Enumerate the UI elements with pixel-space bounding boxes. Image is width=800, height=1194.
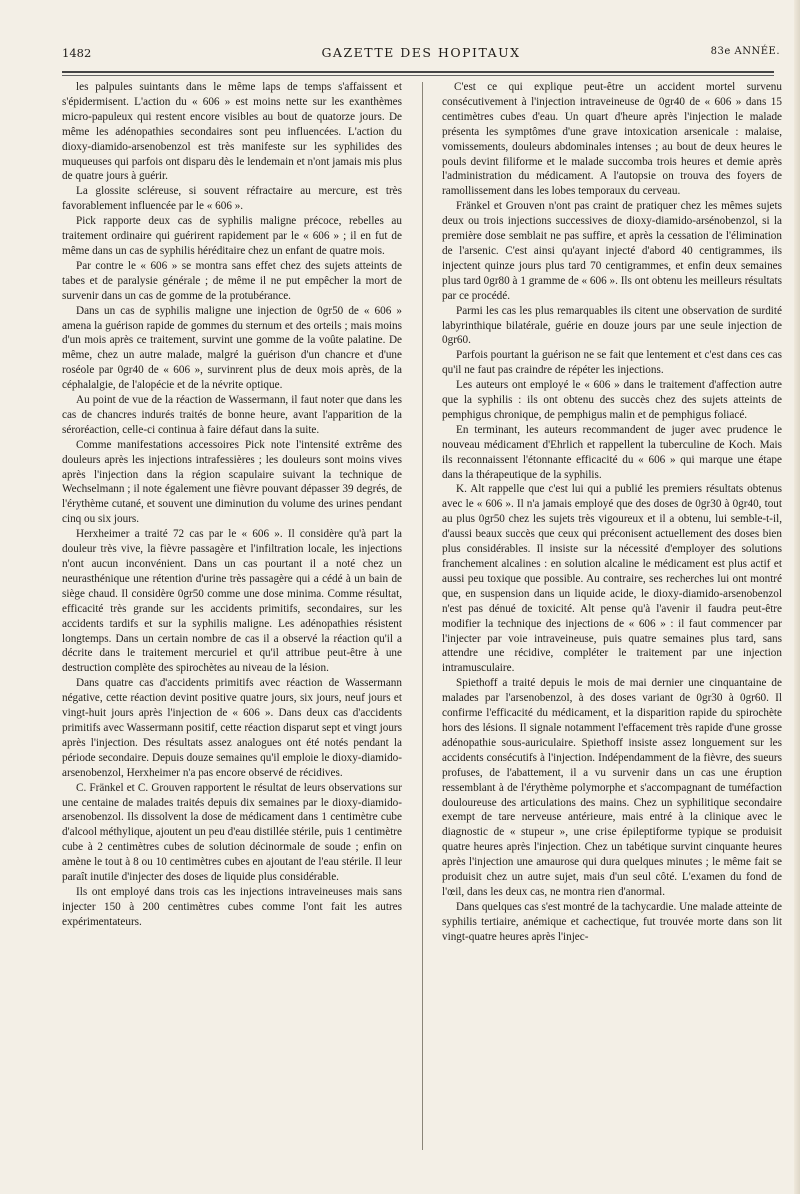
journal-title: GAZETTE DES HOPITAUX [321, 45, 521, 60]
page-number: 1482 [62, 46, 92, 60]
left-column [62, 80, 402, 930]
header-rule-thin [62, 75, 774, 76]
paragraph: Dans quatre cas d'accidents primitifs avec réaction de Wassermann négative, cette réaction devint positive quatre jours, six jours, neuf jours et vingt-huit jours après l'injection de « 606 ». Dans deux cas d'accidents primitifs avec Wassermann positif, cette réaction disparut sept et vingt jours après l'injection. Des résultats assez analogues ont été notés pendant la période secondaire. Depuis douze semaines qu'il emploie le dioxy-diamido-arsenobenzol, Herxheimer n'a pas encore observé de récidives. [62, 677, 402, 779]
paragraph: Herxheimer a traité 72 cas par le « 606 ». Il considère qu'à part la douleur très vive, la fièvre passagère et l'infiltration locale, les injections n'ont aucun inconvénient. Dans un cas pourtant il a noté chez un neurasthénique une rétention d'urine très passagère qui a cédé à un bain de siège chaud. Il considère 0gr50 comme une dose minima. Comme résultat, efficacité très grande sur les accidents primitifs, secondaires, sur les accidents tardifs et sur la syphilis maligne. Les adénopathies résistent longtemps. Dans un certain nombre de cas il a observé la réaction qu'il a décrite dans le traitement mercuriel et qu'il attribue peut-être à une destruction complète des spirochètes au niveau de la lésion. [62, 528, 402, 675]
paragraph: En terminant, les auteurs recommandent de juger avec prudence le nouveau médicament d'Ehrlich et rappellent la tuberculine de Koch. Mais ils reconnaissent l'étonnante efficacité du « 606 » qui marque une étape dans la thérapeutique de la syphilis. [442, 423, 782, 481]
paragraph: Dans quelques cas s'est montré de la tachycardie. Une malade atteinte de syphilis tertiaire, anémique et cachectique, fut trouvée morte dans son lit vingt-quatre heures après l'injec- [442, 900, 782, 943]
paragraph: Les auteurs ont employé le « 606 » dans le traitement d'affection autre que la syphilis : ils ont obtenu des succès chez des sujets atteints de pemphigus chronique, de pemphigus malin et de pemphigus foliacé. [442, 379, 782, 421]
paragraph: Fränkel et Grouven n'ont pas craint de pratiquer chez les mêmes sujets deux ou trois injections successives de dioxy-diamido-arsénobenzol, si la première dose semblait ne pas suffire, et après la cessation de l'élimination de l'arsenic. C'est ainsi qu'ayant injecté d'abord 40 centigrammes, ils injectent quinze jours plus tard 70 centigrammes, et enfin deux semaines plus tard 0gr80 à 1 gramme de « 606 ». Ils ont obtenu les meilleurs résultats par ce procédé. [442, 200, 782, 302]
paragraph: Parmi les cas les plus remarquables ils citent une observation de surdité labyrinthique bilatérale, guérie en douze jours par une seule injection de 0gr60. [442, 304, 782, 347]
paragraph: K. Alt rappelle que c'est lui qui a publié les premiers résultats obtenus avec le « 606 ». Il n'a jamais employé que des doses de 0gr30 à 0gr40, tout au plus 0gr50 chez les sujets très vigoureux et il a obtenu, lui semble-t-il, d'aussi beaux succès que ceux qui préconisent actuellement des doses bien plus considérables. Il insiste sur la nécessité d'employer des solutions franchement alcalines : en solution alcaline le médicament est plus actif et aussi peu toxique que possible. Au contraire, ses recherches lui ont montré que, en suspension dans un liquide acide, le dioxy-diamido-arsenobenzol n'est pas dénué de toxicité. Alt pense qu'à l'avenir il faudra peut-être modifier la technique des injections de « 606 » : il faut commencer par l'injecter par voie intraveineuse, puis quatre semaines plus tard, sans attendre une récidive, compléter le traitement par une injection intramusculaire. [442, 483, 782, 675]
paragraph: les palpules suintants dans le même laps de temps s'affaissent et s'épidermisent. L'action du « 606 » est moins nette sur les exanthèmes micro-papuleux qui restent encore visibles au bout de quatorze jours. De même les adénopathies secondaires sont peu influencées. L'action du dioxy-diamido-arsenobenzol est très manifeste sur les syphilides des muqueuses qui parfois ont disparu dès le lendemain et n'ont jamais mis plus de quatre jours à guérir. [62, 81, 402, 183]
page-edge [794, 0, 800, 1194]
paragraph: Parfois pourtant la guérison ne se fait que lentement et c'est dans ces cas qu'il ne faut pas craindre de répéter les injections. [442, 349, 782, 377]
paragraph: Par contre le « 606 » se montra sans effet chez des sujets atteints de tabes et de paralysie générale ; de même il ne put empêcher la mort de survenir dans un cas de gomme de la protubérance. [62, 259, 402, 302]
page-header [62, 40, 780, 68]
paragraph: Ils ont employé dans trois cas les injections intraveineuses mais sans injecter 150 à 200 centimètres cubes comme l'ont fait les autres expérimentateurs. [62, 885, 402, 928]
paragraph: C. Fränkel et C. Grouven rapportent le résultat de leurs observations sur une centaine de malades traités depuis dix semaines par le dioxy-diamido-arsenobenzol. Ils dissolvent la dose de médicament dans 1 centimètre cube d'alcool méthylique, ajoutent un peu d'eau distillée stérile, puis 1 centimètre cube à 2 centimètres cubes de solution décinormale de soude ; enfin on amène le tout à 8 ou 10 centimètres cubes en ajoutant de l'eau stérile. Il leur paraît inutile d'injecter des doses de liquide plus considérable. [62, 781, 402, 884]
paragraph: Pick rapporte deux cas de syphilis maligne précoce, rebelles au traitement ordinaire qui guérirent rapidement par le « 606 » ; il en fut de même dans un cas de syphilis héréditaire chez un enfant de quatre mois. [62, 215, 402, 257]
paragraph: Au point de vue de la réaction de Wassermann, il faut noter que dans les cas de chancres indurés traités de bonne heure, avant l'apparition de la séroréaction, celle-ci continua à faire défaut dans la suite. [62, 394, 402, 436]
paragraph: Comme manifestations accessoires Pick note l'intensité extrême des douleurs après les injections intrafessières ; les douleurs sont moins vives après l'injection dans la région scapulaire suivant la technique de Wechselmann ; il note également une fièvre pouvant dépasser 39 degrés, de l'érythème cutané, et souvent une diminution du volume des urines pendant cinq ou six jours. [62, 438, 402, 526]
header-rule [62, 71, 774, 73]
year-label: 83e ANNÉE. [710, 46, 780, 57]
column-divider [422, 82, 423, 1150]
paragraph: Spiethoff a traité depuis le mois de mai dernier une cinquantaine de malades par l'arsenobenzol, à des doses variant de 0gr30 à 0gr60. Il confirme l'efficacité du médicament, et la disparition rapide du spirochète hors des lésions. Il signale notamment l'effacement très rapide d'une grosse adénopathie sous-auriculaire. Spiethoff insiste assez longuement sur les accidents consécutifs à l'injection. Indépendamment de la fièvre, des sueurs profuses, de l'abattement, il a vu survenir dans un cas une éruption ressemblant à de l'érythème polymorphe et s'accompagnant de tuméfaction douloureuse des articulations des mains. Chez un syphilitique secondaire exempt de tare nerveuse antérieure, mais entré à la clinique avec le diagnostic de « stupeur », une crise épileptiforme typique se produisit quatre heures après l'injection. Chez un tabétique survint cinquante heures après l'injection une amaurose qui dura quelques minutes ; le même fait se produisit chez un autre sujet, mais d'un seul côté. L'examen du fond de l'œil, dans les deux cas, ne montra rien d'anormal. [442, 677, 782, 898]
paragraph: Dans un cas de syphilis maligne une injection de 0gr50 de « 606 » amena la guérison rapide de gommes du sternum et des orteils ; mais moins d'un mois après ce traitement, survint une gomme de la voûte palatine. De même, chez un autre malade, malgré la guérison d'un chancre et d'une roséole par 0gr40 de « 606 », survinrent plus de deux mois après, de la céphalalgie, de l'alopécie et de la névrite optique. [62, 304, 402, 392]
paragraph: La glossite scléreuse, si souvent réfractaire au mercure, est très favorablement influencée par le « 606 ». [62, 185, 402, 213]
right-column [442, 80, 782, 945]
paragraph: C'est ce qui explique peut-être un accident mortel survenu consécutivement à l'injection intraveineuse de 0gr40 de « 606 » dans 15 centimètres cubes d'eau. Un quart d'heure après l'injection le malade présenta les symptômes d'une grave intoxication arsenicale : malaise, vomissements, douleurs abdominales intenses ; au bout de deux heures le pouls devint filiforme et le malade succomba trois heures et demie après l'administration du médicament. A l'autopsie on trouva des foyers de ramollissement dans les lobes temporaux du cerveau. [442, 81, 782, 198]
